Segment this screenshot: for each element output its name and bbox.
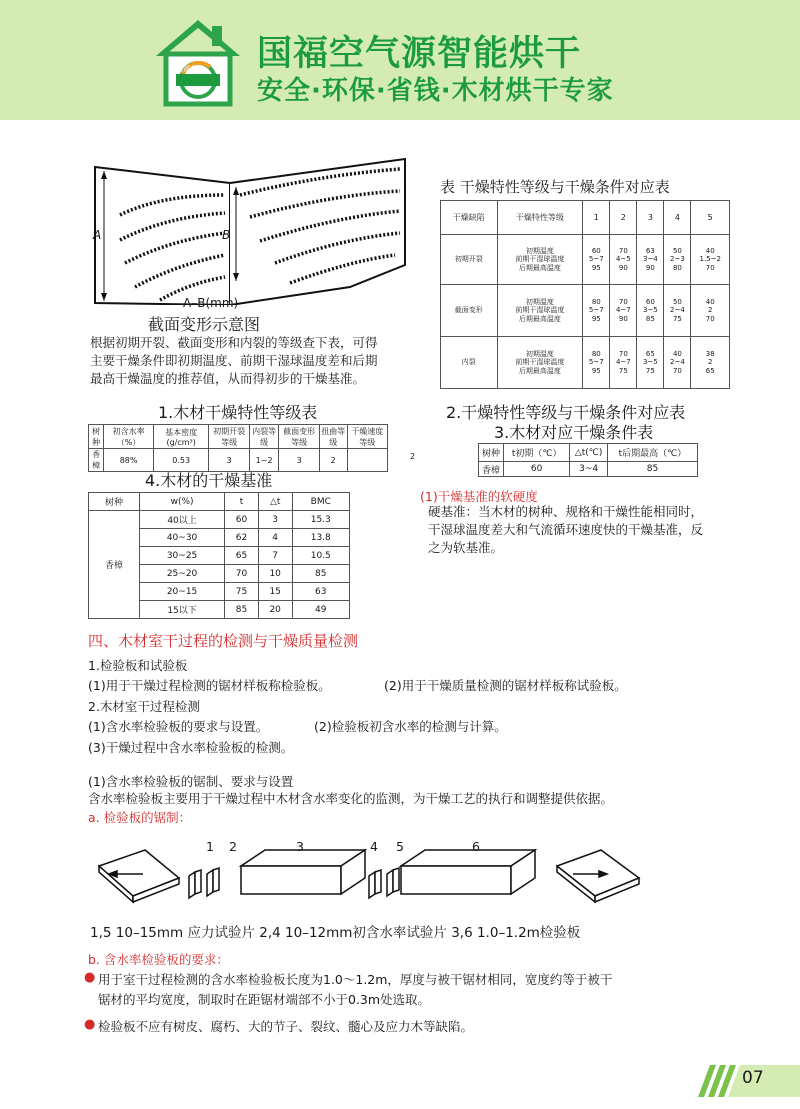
table-row: 初期开裂 初期温度 前期干湿球温度 后期最高温度 60 5~7 95 70 4~5 90 63 3~4 90 50 2~3 80 40 1.5~2 70: [441, 235, 730, 285]
label-a: A: [93, 228, 102, 242]
bullet-icon: ●: [84, 1017, 96, 1032]
sf-line: (1)用于干燥过程检测的锯材样板称检验板。: [88, 678, 331, 693]
table-row: 香樟 88% 0.53 3 1~2 3 2: [89, 449, 388, 472]
intro-line: 最高干燥温度的推荐值，从而得初步的干燥基准。: [90, 371, 366, 386]
piece-number: 2: [229, 839, 237, 854]
header-cell: t后期最高（℃）: [607, 444, 697, 462]
axis-caption: A–B(mm): [183, 296, 239, 310]
piece-number: 4: [370, 839, 378, 854]
page-title: 国福空气源智能烘干: [257, 34, 582, 74]
section-3-title: 3.木材对应干燥条件表: [494, 423, 654, 442]
header-cell: 5: [691, 201, 730, 235]
sub-title: (1)含水率检验板的锯制、要求与设置: [88, 774, 294, 789]
header-cell: 干燥缺陷: [441, 201, 498, 235]
cond-cell: 初期温度 前期干湿球温度 后期最高温度: [497, 337, 583, 389]
header-cell: 树种: [89, 493, 140, 511]
bullet-icon: ●: [84, 970, 96, 985]
section-1-title: 1.木材干燥特性等级表: [158, 403, 318, 422]
hardness-line: 干湿球温度差大和气流循环速度快的干燥基准，反: [428, 522, 704, 537]
piece-number: 5: [396, 839, 404, 854]
cond-cell: 初期温度 前期干湿球温度 后期最高温度: [497, 285, 583, 337]
table-row: 香樟 60 3~4 85: [479, 462, 698, 477]
intro-line: 根据初期开裂、截面变形和内裂的等级查下表，可得: [90, 335, 378, 350]
sf-line: 2.木材室干过程检测: [88, 699, 200, 714]
characteristics-table: [88, 424, 388, 472]
table-row: 内裂 初期温度 前期干湿球温度 后期最高温度 80 5~7 95 70 4~7 75 65 3~5 75 40 2~4 70 38 2 65: [441, 337, 730, 389]
table-row: 截面变形 初期温度 前期干湿球温度 后期最高温度 80 5~7 95 70 4~7 90 60 3~5 85 50 2~4 75 40 2 70: [441, 285, 730, 337]
header-cell: 内裂等级: [249, 425, 279, 449]
sub-text: 含水率检验板主要用于干燥过程中木材含水率变化的监测，为干燥工艺的执行和调整提供依据。: [88, 791, 614, 806]
sf-line: (2)用于干燥质量检测的锯材样板称试验板。: [384, 678, 627, 693]
header-cell: t初期（℃）: [503, 444, 569, 462]
section-4-title: 4.木材的干燥基准: [145, 471, 273, 490]
label-b: B: [222, 228, 231, 242]
table-row: 20~15 75 15 63: [89, 583, 350, 601]
header-cell: 1: [583, 201, 610, 235]
bullet-line: 用于室干过程检测的含水率检验板长度为1.0～1.2m，厚度与被干锯材相同，宽度约等于被干: [98, 972, 613, 987]
header-cell: 3: [637, 201, 664, 235]
header-cell: w(%): [140, 493, 225, 511]
table-row: 30~25 65 7 10.5: [89, 547, 350, 565]
board-pieces-diagram: [95, 836, 665, 916]
cond-cell: 初期温度 前期干湿球温度 后期最高温度: [497, 235, 583, 285]
header-cell: 初期开裂等级: [209, 425, 249, 449]
header-cell: 干燥特性等级: [497, 201, 583, 235]
cross-section-diagram: [90, 155, 410, 305]
sf-line: (2)检验板初含水率的检测与计算。: [314, 719, 507, 734]
table-row: 25~20 70 10 85: [89, 565, 350, 583]
header-cell: 干燥速度等级: [347, 425, 387, 449]
header-cell: 2: [610, 201, 637, 235]
header-cell: t: [225, 493, 259, 511]
hardness-text: [428, 503, 703, 557]
intro-paragraph: [90, 334, 420, 388]
header-cell: 扭曲等级: [321, 426, 346, 447]
pieces-caption: 1,5 10–15mm 应力试验片 2,4 10–12mm初含水率试验片 3,6 1.0–1.2m检验板: [90, 925, 581, 941]
section-2-title: 2.干燥特性等级与干燥条件对应表: [446, 403, 686, 422]
header-cell: 基本密度(g/cm³): [153, 425, 208, 449]
page-subtitle: 安全·环保·省钱·木材烘干专家: [257, 76, 614, 106]
bullet-2: 检验板不应有树皮、腐朽、大的节子、裂纹、髓心及应力木等缺陷。: [98, 1019, 474, 1034]
hardness-line: 之为软基准。: [428, 540, 504, 555]
bullet-1: [98, 970, 612, 1010]
piece-number: 1: [206, 839, 214, 854]
sf-line: (1)含水率检验板的要求与设置。: [88, 719, 269, 734]
header-cell: 树种: [89, 425, 104, 449]
conditions-table: [478, 443, 698, 477]
right-table-title: 表 干燥特性等级与干燥条件对应表: [440, 178, 670, 196]
table-row: 香樟 40以上 60 3 15.3: [89, 511, 350, 529]
header-cell: 树种: [479, 444, 504, 462]
defect-cell: 内裂: [441, 337, 498, 389]
drying-schedule-table: [88, 492, 350, 619]
stray-mark: 2: [410, 452, 416, 461]
defect-cell: 截面变形: [441, 285, 498, 337]
header-cell: 初含水率（%）: [104, 425, 154, 449]
header-cell: 4: [664, 201, 691, 235]
header-cell: BMC: [292, 493, 349, 511]
section-four-title: 四、木材室干过程的检测与干燥质量检测: [88, 632, 359, 650]
a-label: a. 检验板的锯制：: [88, 810, 192, 825]
house-logo-icon: [150, 12, 246, 108]
header-cell: △t(℃): [570, 444, 608, 462]
right-table: [440, 200, 730, 389]
logo-text: 国福节能: [176, 65, 204, 73]
bullet-line: 锯材的平均宽度，制取时在距锯材端部不小于0.3m处选取。: [98, 992, 431, 1007]
sf-line: (3)干燥过程中含水率检验板的检测。: [88, 740, 294, 755]
b-label: b. 含水率检验板的要求：: [88, 952, 229, 967]
piece-number: 6: [472, 839, 480, 854]
page-number: 07: [742, 1068, 764, 1088]
species-cell: 香樟: [89, 511, 140, 619]
intro-line: 主要干燥条件即初期温度、前期干湿球温度差和后期: [90, 353, 378, 368]
header-cell: 截面变形等级: [279, 425, 319, 449]
defect-cell: 初期开裂: [441, 235, 498, 285]
header-cell: △t: [258, 493, 292, 511]
hardness-line: 硬基准：当木材的树种、规格和干燥性能相同时，: [428, 504, 704, 519]
piece-number: 3: [296, 839, 304, 854]
diagram-title: 截面变形示意图: [148, 315, 261, 334]
table-row: 15以下 85 20 49: [89, 601, 350, 619]
table-row: 40~30 62 4 13.8: [89, 529, 350, 547]
hardness-title: (1)干燥基准的软硬度: [420, 489, 538, 504]
sf-line: 1.检验板和试验板: [88, 658, 188, 673]
